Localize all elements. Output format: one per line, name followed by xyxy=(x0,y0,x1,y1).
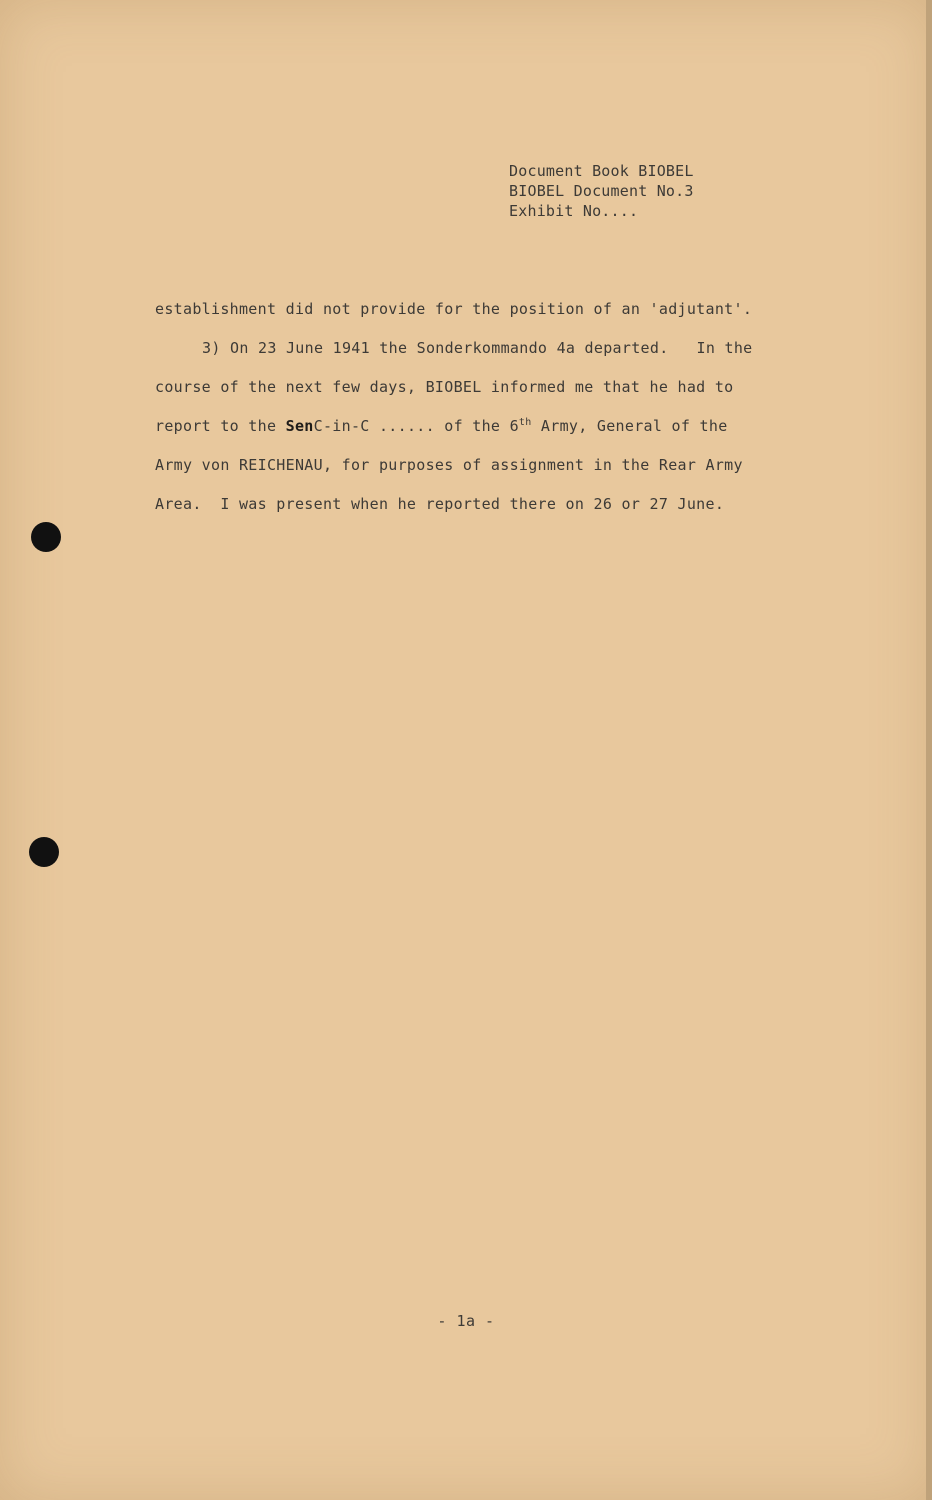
body-line-1: establishment did not provide for the position of an 'adjutant'. xyxy=(155,300,753,318)
document-body xyxy=(155,296,795,530)
header-exhibit-number: Exhibit No.... xyxy=(509,202,639,220)
page-number: - 1a - xyxy=(437,1312,495,1330)
struck-out-text: Sen xyxy=(285,417,314,435)
header-document-number: BIOBEL Document No.3 xyxy=(509,182,694,200)
header-document-book: Document Book BIOBEL xyxy=(509,162,694,180)
paper-edge xyxy=(926,0,932,1500)
body-line-4-middle: C-in-C ...... of the 6 xyxy=(313,417,519,435)
document-header xyxy=(509,161,694,221)
body-line-3: course of the next few days, BIOBEL informed me that he had to xyxy=(155,378,734,396)
punch-hole-upper xyxy=(31,522,61,552)
body-line-4-end: Army, General of the xyxy=(531,417,728,435)
body-line-2: 3) On 23 June 1941 the Sonderkommando 4a departed. In the xyxy=(202,339,753,357)
body-line-5: Army von REICHENAU, for purposes of assignment in the Rear Army xyxy=(155,456,743,474)
body-line-4-start: report to the xyxy=(155,417,286,435)
superscript-ordinal: th xyxy=(518,417,532,428)
body-line-6: Area. I was present when he reported there on 26 or 27 June. xyxy=(155,495,725,513)
body-line-4 xyxy=(155,413,795,452)
punch-hole-lower xyxy=(29,837,59,867)
